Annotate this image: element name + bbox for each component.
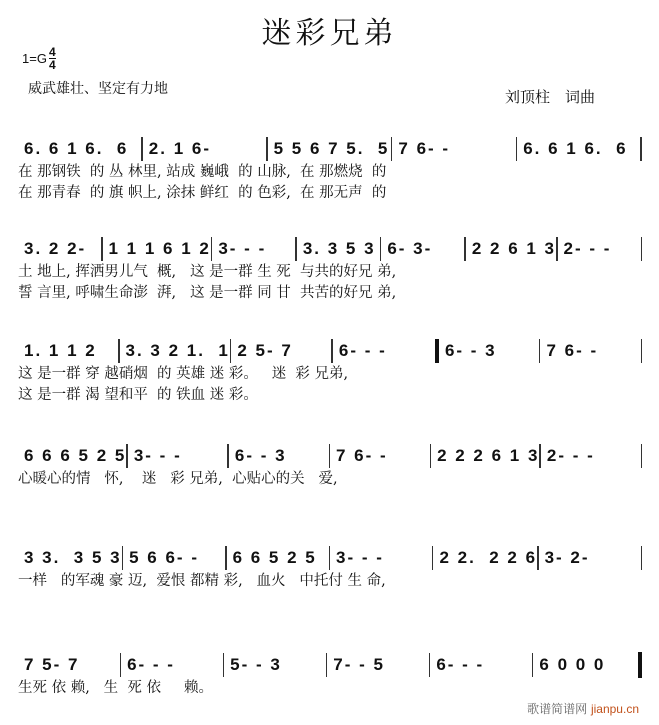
barline	[640, 137, 642, 161]
lyric-line: 这 是一群 穿 越硝烟 的 英雄 迷 彩。 迷 彩 兄弟,	[18, 366, 349, 382]
measure: 6. 6 1 6. 6	[24, 139, 129, 158]
lyric-line: 在 那青春 的 旗 帜上, 涂抹 鲜红 的 色彩, 在 那无声 的	[18, 185, 387, 201]
notation-line	[18, 652, 642, 678]
barline	[641, 546, 643, 570]
measure: 7 6- -	[336, 446, 388, 465]
measure: 5 5 6 7 5. 5	[273, 139, 390, 158]
song-title: 迷彩兄弟	[261, 16, 398, 51]
measure: 7 6- -	[546, 341, 599, 360]
measure: 7 5- 7	[24, 655, 80, 674]
music-system	[18, 338, 642, 406]
measure: 6 0 0 0	[539, 655, 606, 674]
music-system	[18, 236, 642, 304]
measure: 3. 3 2 1. 1	[125, 341, 230, 360]
measure: 3- - -	[336, 548, 384, 567]
measure: 6 6 5 2 5	[232, 548, 317, 567]
measure: 2- - -	[563, 239, 612, 258]
key: 1=G	[22, 51, 47, 66]
lyric-line: 这 是一群 渴 望和平 的 铁血 迷 彩。	[18, 387, 258, 403]
lyric-line: 一样 的军魂 豪 迈, 爱恨 都精 彩, 血火 中托付 生 命,	[18, 573, 386, 589]
author-credit: 刘顶柱 词曲	[505, 88, 596, 106]
measure: 3- - -	[218, 239, 267, 258]
measure: 5- - 3	[230, 655, 282, 674]
notation-line	[18, 545, 642, 571]
measure: 6- - -	[127, 655, 175, 674]
notation-line	[18, 136, 642, 162]
measure: 2. 1 6-	[148, 139, 211, 158]
measure: 6- 3-	[387, 239, 433, 258]
measure: 6- - 3	[234, 446, 287, 465]
measure: 2- - -	[546, 446, 595, 465]
barline	[641, 444, 643, 468]
measure: 3- - -	[133, 446, 182, 465]
music-system	[18, 136, 642, 204]
measure: 7- - 5	[333, 655, 385, 674]
final-barline	[638, 652, 642, 678]
lyric-line: 誓 言里, 呼啸生命澎 湃, 这 是一群 同 甘 共苦的好兄 弟,	[18, 285, 397, 301]
measure: 3. 3 5 3	[302, 239, 376, 258]
measure: 7 6- -	[398, 139, 451, 158]
measure: 3. 2 2-	[24, 239, 87, 258]
measure: 1. 1 1 2	[24, 341, 97, 360]
measure: 2 2 6 1 3	[471, 239, 557, 258]
measure: 2 5- 7	[237, 341, 293, 360]
music-system	[18, 545, 642, 592]
barline	[641, 237, 643, 261]
lyric-line: 在 那钢铁 的 丛 林里, 站成 巍峨 的 山脉, 在 那燃烧 的	[18, 164, 387, 180]
barline	[641, 339, 643, 363]
notation-line	[18, 338, 642, 364]
lyric-line: 心暖心的情 怀, 迷 彩 兄弟, 心贴心的关 爱,	[18, 471, 338, 487]
music-system	[18, 652, 642, 699]
measure: 1 1 1 6 1 2	[108, 239, 211, 258]
music-system	[18, 443, 642, 490]
time-signature: $\frac{4}{4}$	[48, 45, 56, 72]
measure: 6- - -	[436, 655, 485, 674]
notation-line	[18, 236, 642, 262]
measure: 6. 6 1 6. 6	[523, 139, 628, 158]
notation-line	[18, 443, 642, 469]
measure: 5 6 6- -	[129, 548, 199, 567]
key-signature	[22, 46, 56, 71]
tempo-marking: 威武雄壮、坚定有力地	[28, 81, 168, 97]
measure: 3- 2-	[544, 548, 590, 567]
measure: 2 2 2 6 1 3	[437, 446, 540, 465]
measure: 2 2. 2 2 6	[439, 548, 538, 567]
measure: 6- - -	[338, 341, 387, 360]
measure: 3 3. 3 5 3	[24, 548, 122, 567]
lyric-line: 土 地上, 挥洒男儿气 概, 这 是一群 生 死 与共的好兄 弟,	[18, 264, 397, 280]
measure: 6- - 3	[444, 341, 497, 360]
watermark: 歌谱简谱网 jianpu.cn	[527, 702, 639, 716]
lyric-line: 生死 依 赖, 生 死 依 赖。	[18, 680, 214, 696]
measure: 6 6 6 5 2 5	[24, 446, 127, 465]
